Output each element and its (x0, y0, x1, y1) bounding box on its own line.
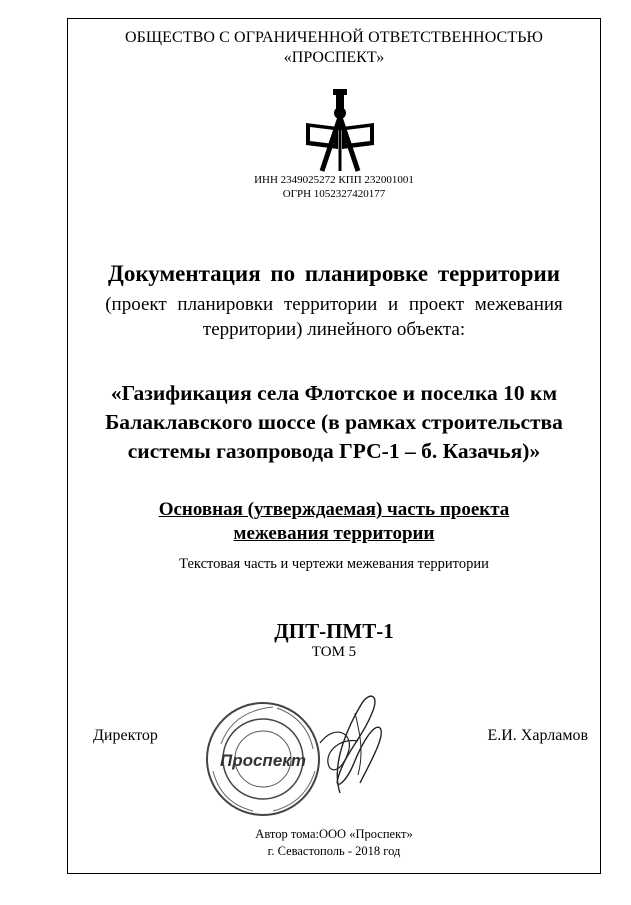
document-subtitle-line1: (проект планировки территории и проект межевания (105, 294, 563, 315)
signer-name: Е.И. Харламов (487, 727, 588, 744)
section-title-line1: Основная (утверждаемая) часть проекта (158, 499, 510, 520)
document-code: ДПТ-ПМТ-1 (274, 619, 394, 643)
volume-author: Автор тома:ООО «Проспект» (255, 827, 413, 841)
object-name-line2: Балаклавского шоссе (в рамках строительства (105, 410, 563, 434)
object-name-line1: «Газификация села Флотское и поселка 10 км (110, 381, 558, 405)
object-name-line3: системы газопровода ГРС-1 – б. Казачья)» (127, 439, 541, 463)
section-title-line2: межевания территории (233, 523, 435, 544)
stamp-text: Проспект (219, 751, 307, 770)
section-description: Текстовая часть и чертежи межевания территории (179, 556, 489, 572)
signer-position: Директор (93, 727, 158, 744)
ogrn: ОГРН 1052327420177 (282, 188, 386, 200)
document-title: Документация по планировке территории (108, 261, 560, 286)
organization-brand: «ПРОСПЕКТ» (283, 49, 385, 66)
page-frame (67, 18, 601, 874)
company-logo-icon (300, 83, 380, 173)
organization-name: ОБЩЕСТВО С ОГРАНИЧЕННОЙ ОТВЕТСТВЕННОСТЬЮ (124, 29, 544, 46)
city-year: г. Севастополь - 2018 год (267, 844, 401, 858)
volume-number: ТОМ 5 (311, 644, 357, 660)
inn-kpp: ИНН 2349025272 КПП 232001001 (254, 174, 414, 186)
handwritten-signature-icon (300, 683, 400, 803)
document-subtitle-line2: территории) линейного объекта: (202, 319, 466, 340)
